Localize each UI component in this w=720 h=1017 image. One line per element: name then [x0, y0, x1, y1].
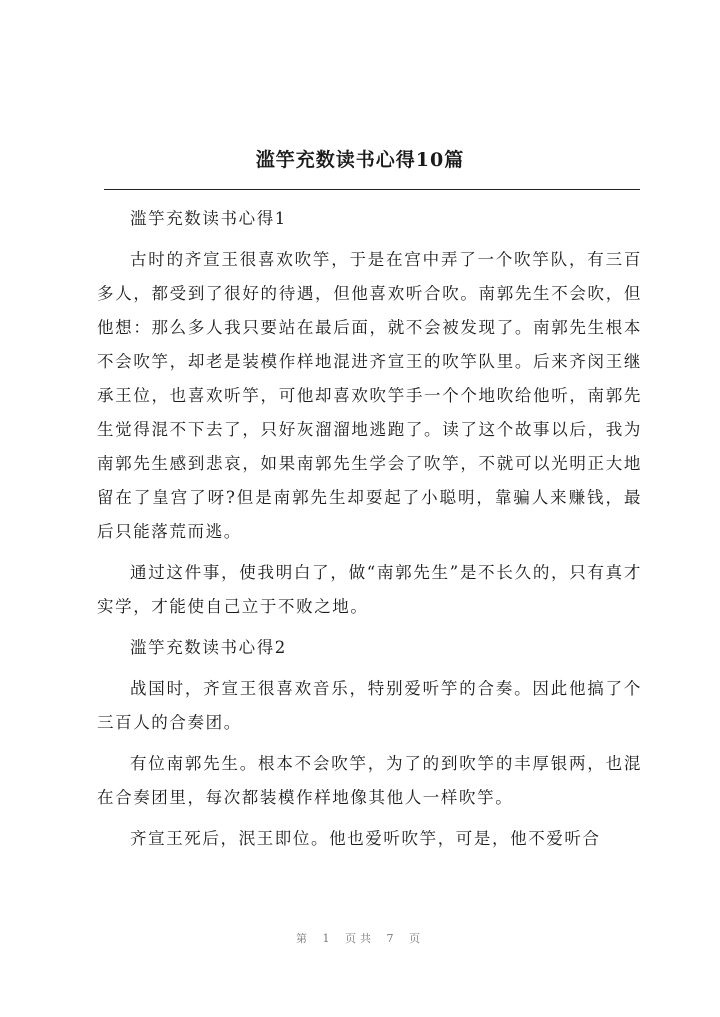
footer-middle: 页共: [345, 932, 375, 945]
body-paragraph: 战国时，齐宣王很喜欢音乐，特别爱听竽的合奏。因此他搞了个三百人的合奏团。: [97, 679, 642, 732]
page-footer: [0, 930, 720, 946]
body-paragraph: 通过这件事，使我明白了，做“南郭先生”是不长久的，只有真才实学，才能使自己立于不败之地。: [97, 563, 642, 616]
total-page-count: 7: [386, 932, 398, 945]
footer-suffix: 页: [409, 932, 424, 945]
document-body: [97, 202, 642, 863]
current-page-number: 1: [322, 932, 334, 945]
footer-prefix: 第: [296, 932, 311, 945]
body-paragraph: 齐宣王死后，泯王即位。他也爱听吹竽，可是，他不爱听合: [130, 829, 601, 848]
body-paragraph: 有位南郭先生。根本不会吹竽，为了的到吹竽的丰厚银两，也混在合奏团里，每次都装模作样地像其他人一样吹竽。: [97, 754, 642, 807]
section-heading: 滥竽充数读书心得1: [130, 209, 287, 228]
section-heading: 滥竽充数读书心得2: [130, 638, 287, 657]
title-divider: [104, 189, 640, 190]
body-paragraph: 古时的齐宣王很喜欢吹竽，于是在宫中弄了一个吹竽队，有三百多人，都受到了很好的待遇，但他喜欢听合吹。南郭先生不会吹，但他想：那么多人我只要站在最后面，就不会被发现了。南郭先生根本不会吹竽，却老是装模作样地混进齐宣王的吹竽队里。后来齐闵王继承王位，也喜欢听竽，可他却喜欢吹竽手一个个地吹给他听，南郭先生觉得混不下去了，只好灰溜溜地逃跑了。读了这个故事以后，我为南郭先生感到悲哀，如果南郭先生学会了吹竽，不就可以光明正大地留在了皇宫了呀?但是南郭先生却耍起了小聪明，靠骗人来赚钱，最后只能落荒而逃。: [97, 250, 642, 541]
document-title: 滥竽充数读书心得10篇: [255, 149, 465, 171]
